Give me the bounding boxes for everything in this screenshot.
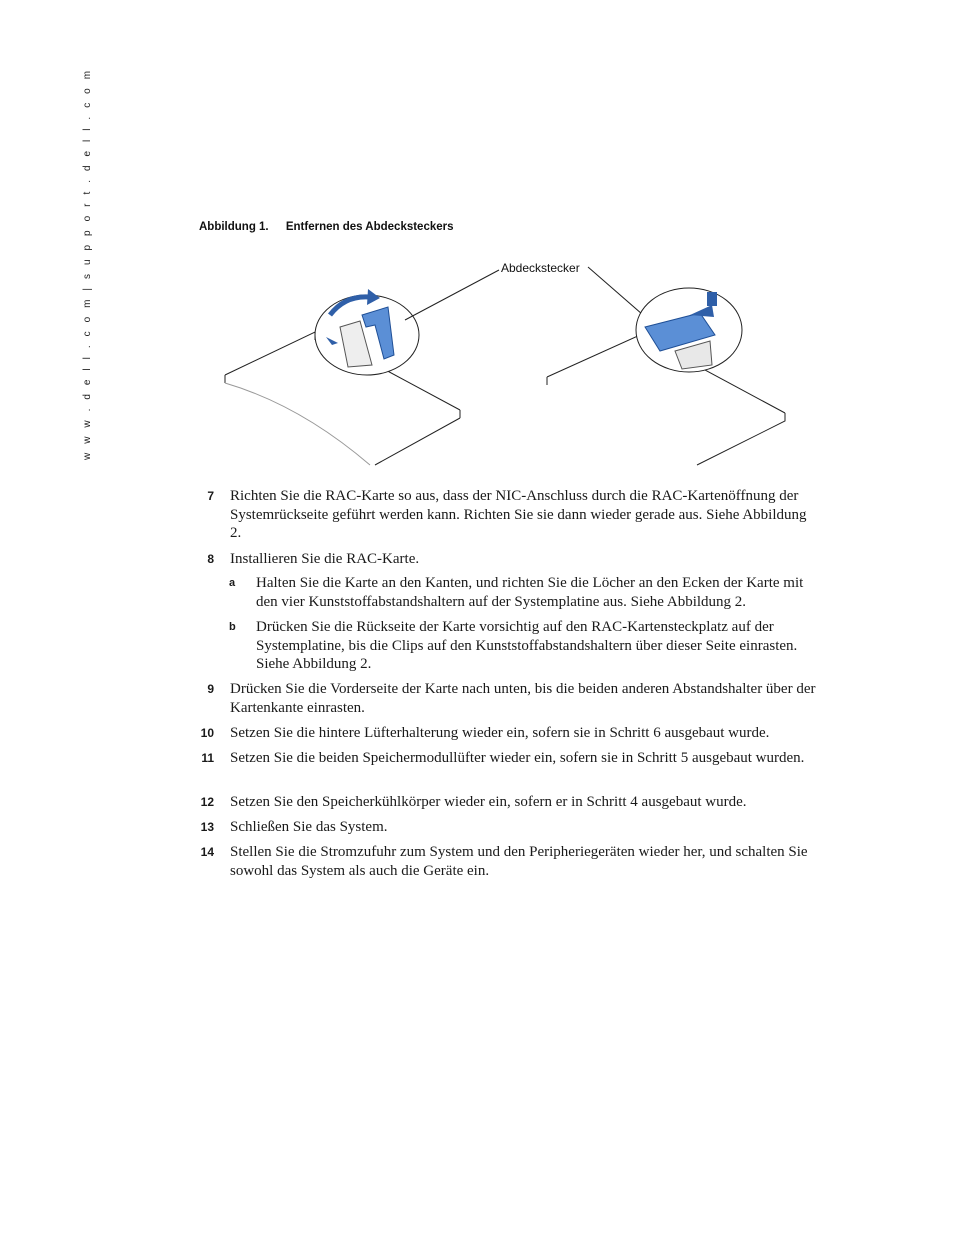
step-text: Schließen Sie das System. (230, 819, 388, 835)
step-text: Setzen Sie die hintere Lüfterhalterung wieder ein, sofern sie in Schritt 6 ausgebaut wurde. (230, 725, 770, 741)
step-number: 13 (200, 820, 214, 834)
substep-text: Drücken Sie die Rückseite der Karte vorsichtig auf den RAC-Kartensteckplatz auf der Systemplatine, bis die Clips auf den Kunststoffabstandshaltern über dieser Seite einrasten. Siehe Abbildung 2. (256, 619, 798, 673)
side-url: w w w . d e l l . c o m | s u p p o r t . d e l l . c o m (82, 67, 93, 460)
figure-caption (199, 221, 454, 233)
substep-letter: a (229, 577, 236, 589)
step-text: Drücken Sie die Vorderseite der Karte nach unten, bis die beiden anderen Abstandshalter über der Kartenkante einrasten. (230, 681, 816, 716)
step-number: 7 (207, 489, 214, 503)
step-number: 10 (200, 726, 214, 740)
step-text: Setzen Sie die beiden Speichermodullüfter wieder ein, sofern sie in Schritt 5 ausgebaut wurden. (230, 750, 805, 766)
step-number: 14 (200, 845, 214, 859)
substep-text: Halten Sie die Karte an den Kanten, und richten Sie die Löcher an den Ecken der Karte mit den vier Kunststoffabstandshaltern auf der Systemplatine aus. Siehe Abbildung 2. (256, 575, 804, 610)
figure-title: Entfernen des Abdecksteckers (285, 221, 454, 233)
figure-illustration (220, 255, 800, 470)
step-number: 8 (207, 552, 214, 566)
step-text: Stellen Sie die Stromzufuhr zum System und den Peripheriegeräten wieder her, und schalten Sie sowohl das System als auch die Geräte ein. (230, 844, 808, 879)
step-text: Setzen Sie den Speicherkühlkörper wieder ein, sofern er in Schritt 4 ausgebaut wurde. (230, 794, 747, 810)
figure-label: Abbildung 1. (199, 221, 269, 233)
step-number: 9 (207, 682, 214, 696)
substep-letter: b (229, 621, 236, 633)
step-number: 11 (201, 751, 214, 765)
step-text: Installieren Sie die RAC-Karte. (230, 551, 420, 567)
step-text: Richten Sie die RAC-Karte so aus, dass der NIC-Anschluss durch die RAC-Kartenöffnung der Systemrückseite geführt werden kann. Richten Sie sie dann wieder gerade aus. Siehe Abbildung 2. (230, 488, 807, 542)
callout-label: Abdeckstecker (501, 261, 580, 275)
step-number: 12 (200, 795, 214, 809)
